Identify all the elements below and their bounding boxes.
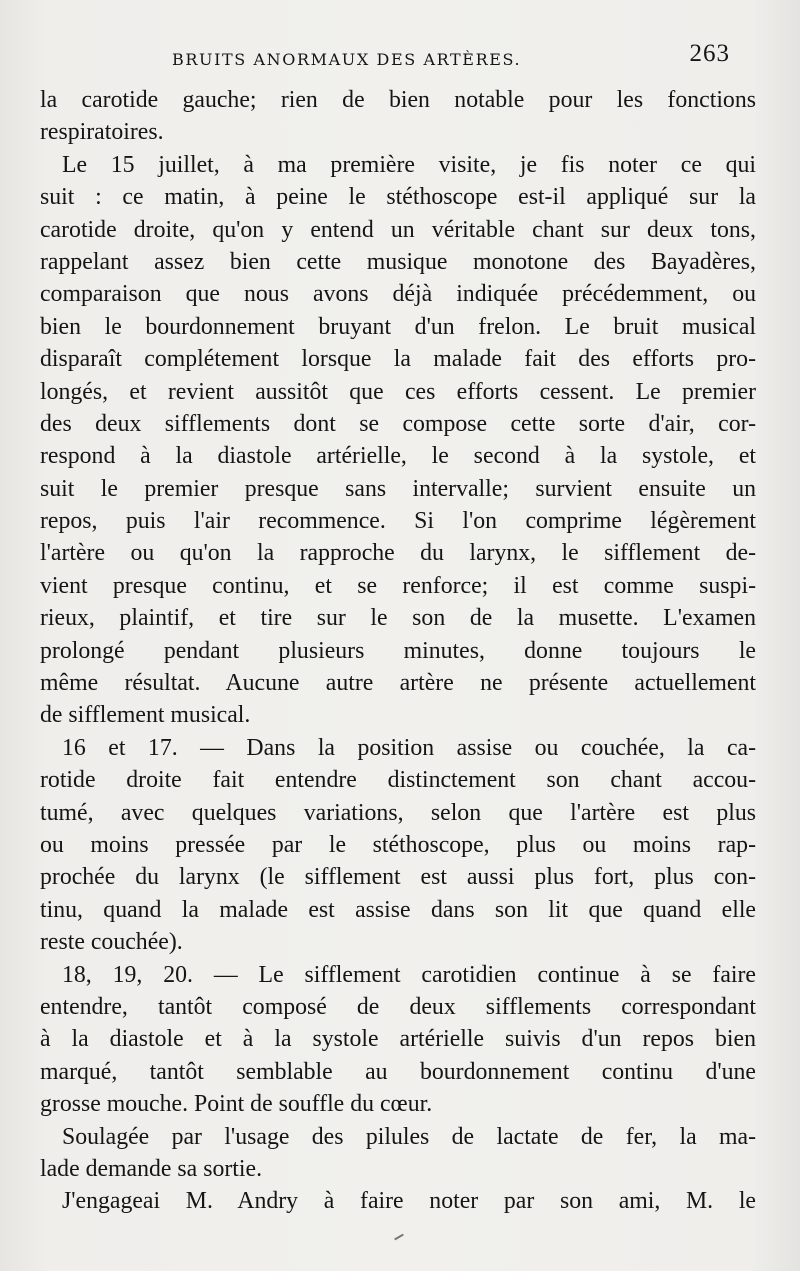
text-line: carotide droite, qu'on y entend un véritable chant sur deux tons, [40,216,756,243]
text-line: comparaison que nous avons déjà indiquée précédemment, ou [40,281,756,308]
text-line: reste couchée). [40,929,183,956]
text-line: prochée du larynx (le sifflement est aussi plus fort, plus con- [40,864,756,891]
text-line: lade demande sa sortie. [40,1155,263,1182]
text-line: ou moins pressée par le stéthoscope, plus ou moins rap- [40,831,756,858]
text-line: rieux, plaintif, et tire sur le son de la musette. L'examen [40,605,756,632]
paragraph-first-line: J'engageai M. Andry à faire noter par son ami, M. le [62,1188,756,1215]
text-line: disparaît complétement lorsque la malade fait des efforts pro- [40,346,756,373]
text-line: tinu, quand la malade est assise dans son lit que quand elle [40,896,756,923]
text-line: rotide droite fait entendre distinctement son chant accou- [40,767,756,794]
text-line: la carotide gauche; rien de bien notable pour les fonctions [40,87,756,113]
paragraph-first-line: 18, 19, 20. — Le sifflement carotidien continue à se faire [62,961,756,988]
text-line: bien le bourdonnement bruyant d'un frelon. Le bruit musical [40,313,756,340]
text-line: suit le premier presque sans intervalle; survient ensuite un [40,475,756,502]
page-number: 263 [689,40,730,67]
text-line: l'artère ou qu'on la rapproche du larynx, le sifflement de- [40,540,756,567]
body-text [40,84,756,1218]
text-line: à la diastole et à la systole artérielle suivis d'un repos bien [40,1026,756,1053]
text-line: respiratoires. [40,119,164,146]
text-line: marqué, tantôt semblable au bourdonnement continu d'une [40,1058,756,1085]
paragraph-first-line: 16 et 17. — Dans la position assise ou couchée, la ca- [62,734,756,761]
text-line: tumé, avec quelques variations, selon que l'artère est plus [40,799,756,826]
text-line: de sifflement musical. [40,702,251,729]
text-line: rappelant assez bien cette musique monotone des Bayadères, [40,248,756,275]
paragraph-first-line: Le 15 juillet, à ma première visite, je fis noter ce qui [62,151,756,178]
running-title: BRUITS ANORMAUX DES ARTÈRES. [172,50,522,69]
text-line: prolongé pendant plusieurs minutes, donne toujours le [40,637,756,664]
text-line: grosse mouche. Point de souffle du cœur. [40,1091,433,1118]
ink-mark [394,1234,404,1241]
text-line: longés, et revient aussitôt que ces efforts cessent. Le premier [40,378,756,405]
text-line: vient presque continu, et se renforce; il est comme suspi- [40,572,756,599]
text-line: respond à la diastole artérielle, le second à la systole, et [40,443,756,470]
paragraph-first-line: Soulagée par l'usage des pilules de lactate de fer, la ma- [62,1123,756,1150]
text-line: entendre, tantôt composé de deux sifflements correspondant [40,993,756,1020]
text-line: suit : ce matin, à peine le stéthoscope est-il appliqué sur la [40,184,756,211]
page-header [40,40,730,86]
text-line: des deux sifflements dont se compose cette sorte d'air, cor- [40,410,756,437]
text-line: repos, puis l'air recommence. Si l'on comprime légèrement [40,508,756,535]
text-line: même résultat. Aucune autre artère ne présente actuellement [40,670,756,697]
